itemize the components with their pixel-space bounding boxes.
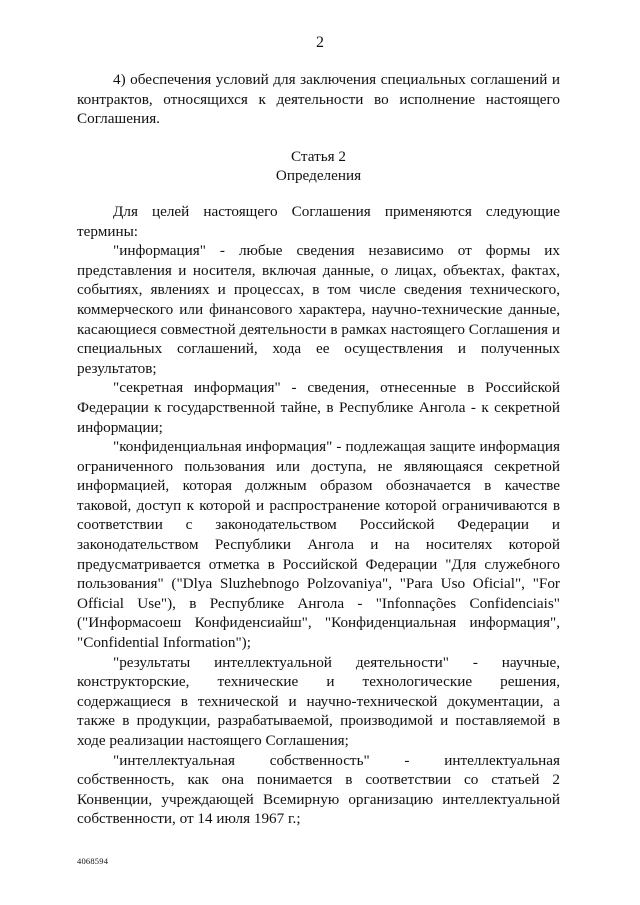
- article-heading: [77, 147, 560, 186]
- intro-clause: 4) обеспечения условий для заключения специальных соглашений и контрактов, относящихся к деятельности во исполнение настоящего Соглашения.: [77, 71, 560, 128]
- paragraph-intro-terms: Для целей настоящего Соглашения применяются следующие термины:: [77, 202, 560, 240]
- page-number: 2: [316, 34, 324, 51]
- document-body: [77, 70, 560, 829]
- definition-information: "информация" - любые сведения независимо от формы их представления и носителя, включая данные, о лицах, объектах, фактах, событиях, явлениях и процессах, в том числе сведения технического, коммерческого или финансового характера, научно-технические данные, касающиеся совместной деятельности в рамках настоящего Соглашения и специальных соглашений, хода ее осуществления и полученных результатов;: [77, 242, 560, 377]
- article-title: Определения: [275, 167, 362, 185]
- definition-intellectual-property: "интеллектуальная собственность" - интеллектуальная собственность, как она понимается в соответствии со статьей 2 Конвенции, учреждающей Всемирную организацию интеллектуальной собственности, от 14 июля 1967 г.;: [77, 751, 560, 828]
- article-number: Статья 2: [290, 147, 347, 165]
- definition-secret-information: "секретная информация" - сведения, отнесенные в Российской Федерации к государственной тайне, в Республике Ангола - к секретной информации;: [77, 379, 560, 436]
- document-code: 4068594: [77, 856, 109, 866]
- definition-confidential-information: "конфиденциальная информация" - подлежащая защите информация ограниченного пользования или доступа, не являющаяся секретной информацией, которая должным образом обозначается в качестве таковой, доступ к которой и распространение которой ограничиваются в соответствии с законодательством Российской Федерации и законодательством Республики Ангола и на носителях которой предусматривается отметка в Российской Федерации "Для служебного пользования" ("Dlya Sluzhebnogo Polzovaniya", "Para Uso Oficial", "For Official Use"), в Республике Ангола - "Infonnações Confidenciais" ("Информасоеш Конфиденсиайш", "Конфиденциальная информация", "Confidential Information");: [77, 438, 560, 652]
- definition-intellectual-results: "результаты интеллектуальной деятельности" - научные, конструкторские, технические и технологические решения, содержащиеся в технической и научно-технической документации, а также в продукции, разрабатываемой, производимой и поставляемой в ходе реализации настоящего Соглашения;: [77, 653, 560, 749]
